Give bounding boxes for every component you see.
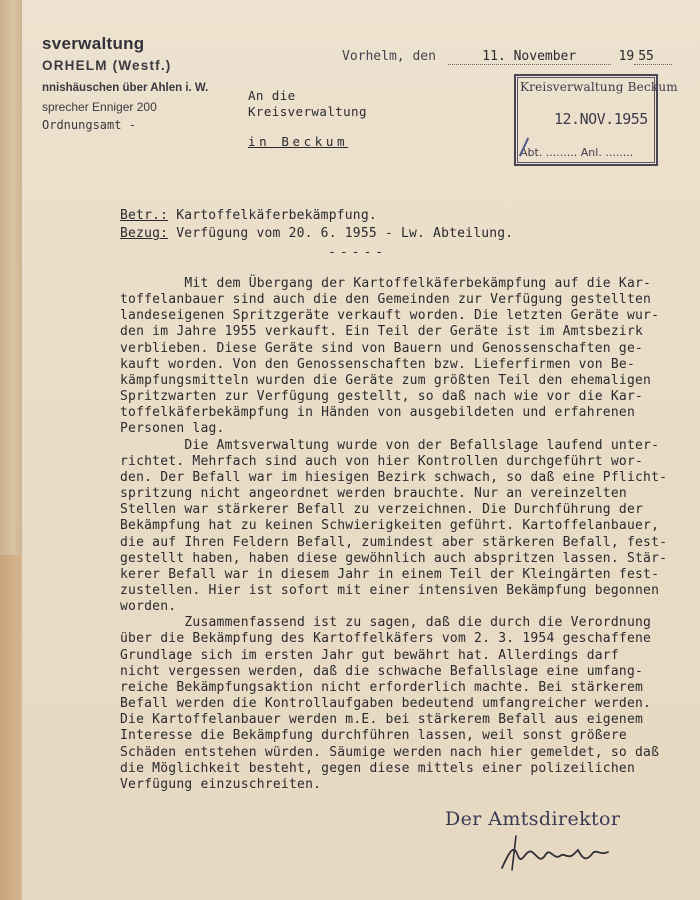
reference-line: [120, 226, 513, 241]
letterhead-department: Ordnungsamt -: [42, 118, 136, 132]
body-line: die Möglichkeit besteht, gegen diese mittels einer polizeilichen: [120, 760, 635, 776]
letter-body: [120, 276, 690, 793]
body-line: Schäden entstehen würden. Säumige werden nach hier gemeldet, so daß: [120, 744, 660, 760]
stamp-date: 12.NOV.1955: [554, 110, 648, 128]
body-line: den im Jahre 1955 verkauft. Ein Teil der Geräte ist im Amtsbezirk: [120, 324, 644, 340]
date-place: Vorhelm, den: [342, 49, 436, 64]
body-line: Befall werden die Kontrollaufgaben bedeutend umfangreicher werden.: [120, 696, 652, 712]
receipt-stamp: [514, 74, 678, 166]
body-line: Spritzwarten zur Verfügung gestellt, so daß nach wie vor die Kar-: [120, 389, 644, 405]
body-line: kerer Befall war in diesem Jahr in einem Teil der Kleingärten fest-: [120, 566, 660, 582]
body-line: Die Kartoffelanbauer werden m.E. bei stärkerem Befall aus eigenem: [120, 712, 644, 728]
body-line: Die Amtsverwaltung wurde von der Befallslage laufend unter-: [120, 437, 660, 453]
body-line: landeseigenen Spritzgeräte verkauft worden. Die letzten Geräte wur-: [120, 308, 660, 324]
date-day-month: 11. November: [448, 49, 611, 65]
letterhead-post: nnishäuschen über Ahlen i. W.: [42, 82, 209, 94]
body-line: gestellt haben, haben diese gewöhnlich auch abspritzen lassen. Stär-: [120, 550, 668, 566]
body-line: Zusammenfassend ist zu sagen, daß die durch die Verordnung: [120, 615, 652, 631]
handwritten-signature: [492, 830, 622, 876]
letterhead-office: sverwaltung: [42, 34, 145, 53]
body-line: Interesse die Bekämpfung durchführen lassen, weil sonst größere: [120, 728, 627, 744]
subject-label: Betr.:: [120, 208, 169, 223]
body-line: reiche Bekämpfungsaktion nicht erforderlich machte. Bei stärkerem: [120, 679, 644, 695]
body-line: zustellen. Hier ist sofort mit einer intensiven Bekämpfung begonnen: [120, 582, 660, 598]
body-line: Stellen war stärkerer Befall zu verzeichnen. Die Durchführung der: [120, 502, 644, 518]
subject-text: Kartoffelkäferbekämpfung.: [176, 208, 377, 223]
body-line: nicht vergessen werden, daß die schwache Befallslage eine umfang-: [120, 663, 644, 679]
recipient-line-2: Kreisverwaltung: [248, 104, 367, 119]
reference-text: Verfügung vom 20. 6. 1955 - Lw. Abteilung.: [176, 226, 514, 241]
separator: -----: [328, 245, 388, 260]
reference-label: Bezug:: [120, 226, 169, 241]
letter-page: [22, 0, 700, 900]
body-line: den. Der Befall war im hiesigen Bezirk schwach, so daß eine Pflicht-: [120, 469, 668, 485]
body-line: kauft worden. Von den Genossenschaften bzw. Lieferfirmen von Be-: [120, 356, 635, 372]
body-line: Personen lag.: [120, 421, 225, 437]
body-line: worden.: [120, 599, 177, 615]
body-line: spritzung nicht angeordnet werden brauchte. Nur an vereinzelten: [120, 486, 627, 502]
body-line: Verfügung einzuschreiten.: [120, 776, 322, 792]
body-line: richtet. Mehrfach sind auch von hier Kontrollen durchgeführt wor-: [120, 453, 644, 469]
body-line: verblieben. Diese Geräte sind von Bauern und Genossenschaften ge-: [120, 340, 644, 356]
body-line: die auf Ihren Feldern Befall, zumindest aber stärkeren Befall, fest-: [120, 534, 668, 550]
stamp-title: Kreisverwaltung Beckum: [520, 80, 678, 94]
body-line: Bekämpfung hat zu keinen Schwierigkeiten geführt. Kartoffelanbauer,: [120, 518, 660, 534]
body-line: toffelanbauer sind auch die den Gemeinden zur Verfügung gestellten: [120, 292, 652, 308]
date-year-prefix: 19: [618, 49, 635, 64]
letterhead-phone: sprecher Enniger 200: [42, 100, 157, 114]
stamp-department: Abt. ......... Anl. ........: [520, 146, 634, 159]
body-line: kämpfungsmitteln wurden die Geräte zum größten Teil den ehemaligen: [120, 372, 652, 388]
signature-title: Der Amtsdirektor: [445, 808, 621, 830]
letterhead-town: ORHELM (Westf.): [42, 58, 172, 73]
body-line: Mit dem Übergang der Kartoffelkäferbekämpfung auf die Kar-: [120, 276, 652, 291]
binder-edge-lower: [0, 555, 22, 900]
recipient-line-3: in Beckum: [248, 134, 349, 149]
date-line: [342, 49, 672, 65]
body-line: über die Bekämpfung des Kartoffelkäfers vom 2. 3. 1954 geschaffene: [120, 631, 652, 647]
subject-line: [120, 208, 377, 223]
date-year-suffix: 55: [634, 49, 672, 65]
body-line: Grundlage sich im ersten Jahr gut bewährt hat. Allerdings darf: [120, 647, 619, 663]
body-line: toffelkäferbekämpfung in Händen von ausgebildeten und erfahrenen: [120, 405, 635, 421]
recipient-line-1: An die: [248, 88, 296, 103]
